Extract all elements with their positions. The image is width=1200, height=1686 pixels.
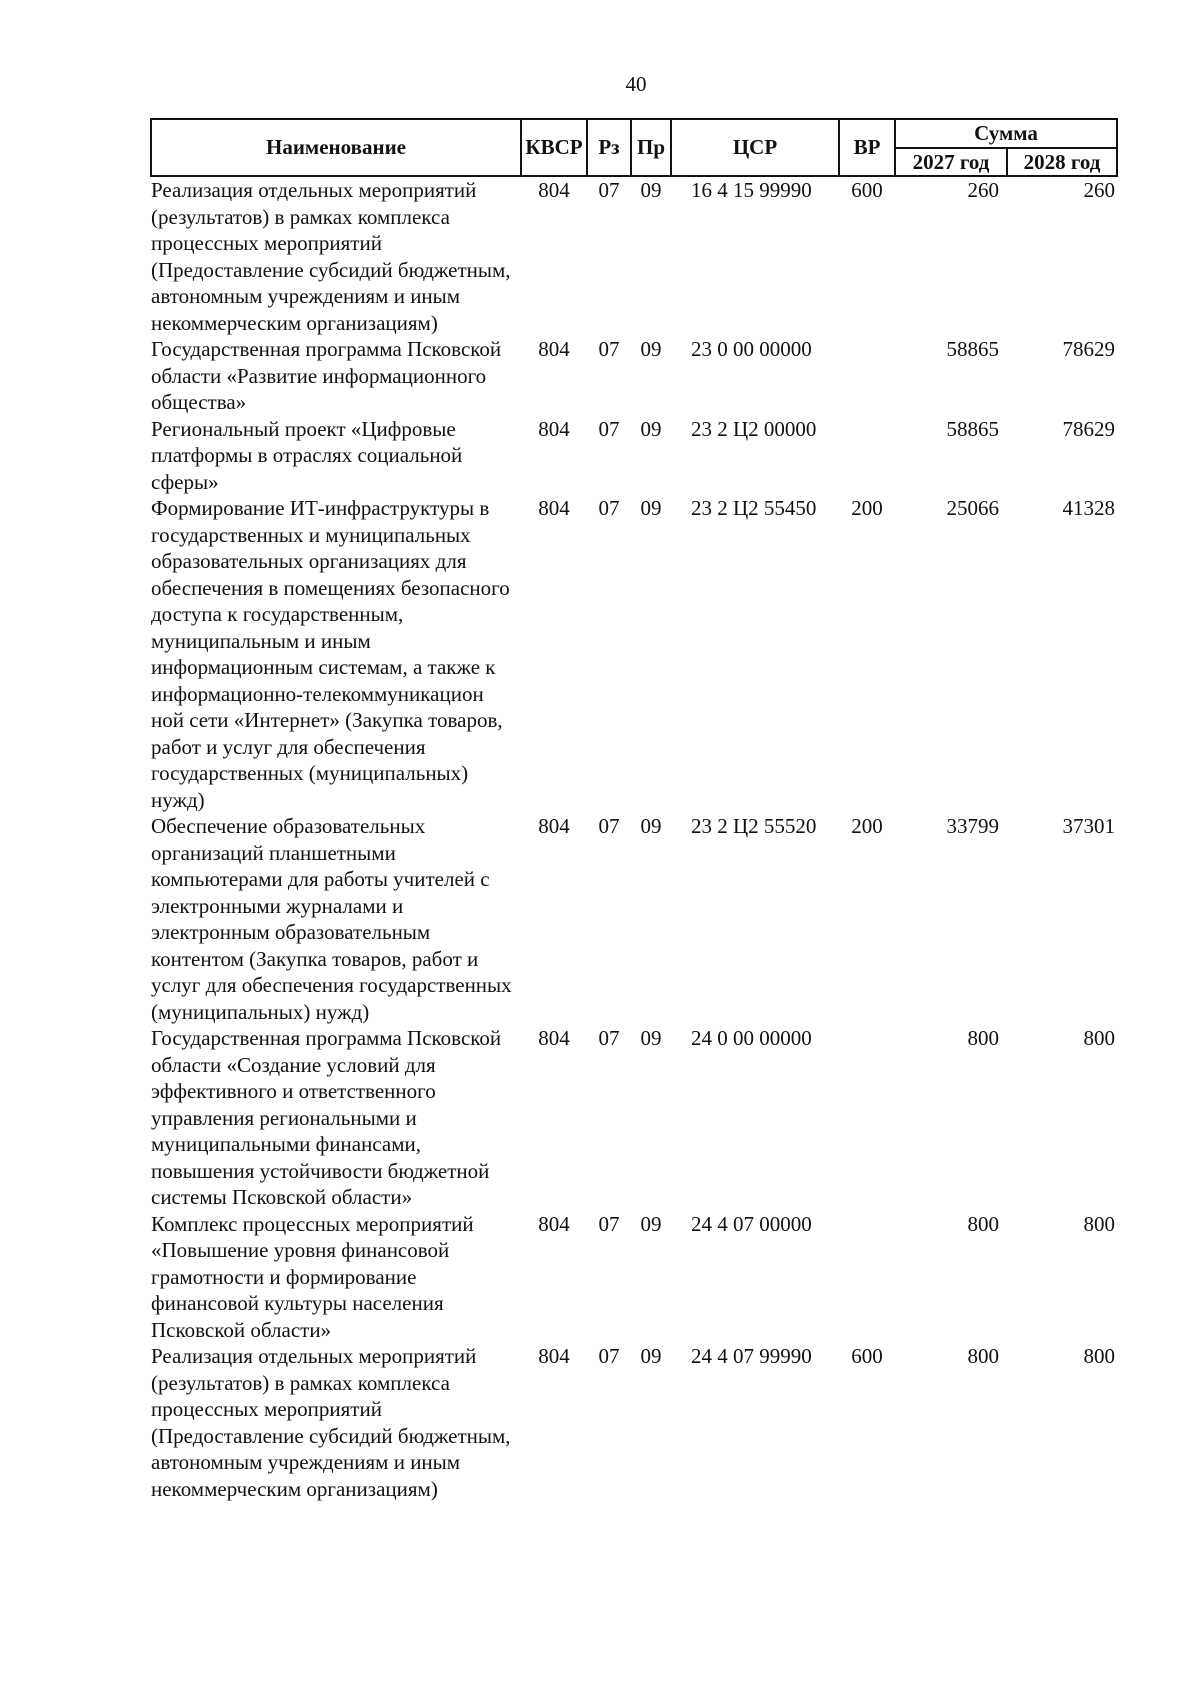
row-sum-2027: 58865 <box>946 416 999 441</box>
row-sum-2027: 800 <box>967 1026 999 1050</box>
row-csr: 16 4 15 99990 <box>691 178 812 202</box>
table-row <box>151 813 1117 1025</box>
table-row <box>151 1025 1117 1211</box>
row-csr: 24 4 07 00000 <box>691 1211 812 1236</box>
row-csr: 24 4 07 99990 <box>691 1344 812 1368</box>
row-pr: 09 <box>640 814 662 838</box>
row-sum-2028: 41328 <box>1062 496 1115 520</box>
page-number: 40 <box>625 72 647 96</box>
row-sum-2028: 78629 <box>1062 416 1115 441</box>
row-kvsr: 804 <box>538 1026 570 1050</box>
table-row <box>151 336 1117 416</box>
row-rz: 07 <box>598 178 620 202</box>
row-pr: 09 <box>640 496 662 520</box>
row-sum-2028: 78629 <box>1062 337 1115 361</box>
row-vr <box>839 1025 895 1211</box>
row-pr: 09 <box>640 337 662 361</box>
row-vr <box>839 336 895 416</box>
row-name: Комплекс процессных мероприятий «Повышение уровня финансовой грамотности и формирование финансовой культуры населения Псковской области» <box>151 1211 474 1342</box>
row-sum-2028: 800 <box>1083 1344 1115 1368</box>
row-pr: 09 <box>640 1344 662 1368</box>
table-row <box>151 416 1117 496</box>
row-rz: 07 <box>598 814 620 838</box>
row-kvsr: 804 <box>538 416 570 441</box>
row-sum-2027: 800 <box>967 1211 999 1236</box>
row-rz: 07 <box>598 1211 620 1236</box>
row-vr <box>839 1211 895 1344</box>
row-kvsr: 804 <box>538 496 570 520</box>
row-vr <box>839 416 895 496</box>
row-pr: 09 <box>640 178 662 202</box>
row-name: Региональный проект «Цифровые платформы в отраслях социальной сферы» <box>151 416 463 494</box>
table-header <box>151 119 1117 176</box>
header-csr: ЦСР <box>671 119 839 176</box>
row-name: Обеспечение образовательных организаций планшетными компьютерами для работы учителей с электронными журналами и электронным образовательным контентом (Закупка товаров, работ и услуг для обеспечения государственных (муниципальных) нужд) <box>151 814 512 1024</box>
row-name: Формирование ИТ-инфраструктуры в государственных и муниципальных образовательных организациях для обеспечения в помещениях безопасного доступа к государственным, муниципальным и иным информационным системам, а также к информационно-телекоммуникацион ной сети «Интернет» (Закупка товаров, работ и услуг для обеспечения государственных (муниципальных) нужд) <box>151 496 510 812</box>
row-name: Государственная программа Псковской области «Создание условий для эффективного и ответственного управления региональными и муниципальными финансами, повышения устойчивости бюджетной системы Псковской области» <box>151 1026 502 1209</box>
header-rz: Рз <box>587 119 631 176</box>
row-rz: 07 <box>598 337 620 361</box>
row-sum-2027: 800 <box>967 1344 999 1368</box>
row-rz: 07 <box>598 496 620 520</box>
row-vr: 600 <box>851 178 883 202</box>
row-rz: 07 <box>598 1026 620 1050</box>
row-pr: 09 <box>640 1026 662 1050</box>
row-pr: 09 <box>640 1211 662 1236</box>
row-rz: 07 <box>598 416 620 441</box>
header-name: Наименование <box>151 119 521 176</box>
table-row <box>151 1211 1117 1344</box>
row-csr: 23 0 00 00000 <box>691 337 812 361</box>
row-name: Реализация отдельных мероприятий (результатов) в рамках комплекса процессных мероприятий (Предоставление субсидий бюджетным, автономным учреждениям и иным некоммерческим организациям) <box>151 178 511 335</box>
row-name: Реализация отдельных мероприятий (результатов) в рамках комплекса процессных мероприятий (Предоставление субсидий бюджетным, автономным учреждениям и иным некоммерческим организациям) <box>151 1344 511 1501</box>
header-pr: Пр <box>631 119 671 176</box>
row-sum-2028: 800 <box>1083 1026 1115 1050</box>
row-sum-2027: 58865 <box>946 337 999 361</box>
row-pr: 09 <box>640 416 662 441</box>
header-sum: Сумма <box>895 119 1117 148</box>
budget-table <box>150 118 1118 1502</box>
row-sum-2028: 800 <box>1083 1211 1115 1236</box>
row-kvsr: 804 <box>538 337 570 361</box>
row-vr: 600 <box>851 1344 883 1368</box>
row-kvsr: 804 <box>538 178 570 202</box>
row-name: Государственная программа Псковской области «Развитие информационного общества» <box>151 337 502 414</box>
row-kvsr: 804 <box>538 1211 570 1236</box>
row-sum-2028: 260 <box>1083 178 1115 202</box>
table-row <box>151 495 1117 813</box>
row-sum-2028: 37301 <box>1062 814 1115 838</box>
row-vr: 200 <box>851 814 883 838</box>
row-vr: 200 <box>851 496 883 520</box>
table-row <box>151 176 1117 336</box>
row-kvsr: 804 <box>538 1344 570 1368</box>
header-vr: ВР <box>839 119 895 176</box>
header-kvsr: КВСР <box>521 119 587 176</box>
row-sum-2027: 25066 <box>946 496 999 520</box>
row-csr: 23 2 Ц2 55450 <box>691 496 817 520</box>
row-csr: 24 0 00 00000 <box>691 1026 812 1050</box>
row-sum-2027: 260 <box>967 178 999 202</box>
row-kvsr: 804 <box>538 814 570 838</box>
table-row <box>151 1343 1117 1502</box>
row-rz: 07 <box>598 1344 620 1368</box>
header-year-2028: 2028 год <box>1007 148 1117 177</box>
row-csr: 23 2 Ц2 00000 <box>691 416 817 441</box>
row-sum-2027: 33799 <box>946 814 999 838</box>
header-year-2027: 2027 год <box>895 148 1007 177</box>
row-csr: 23 2 Ц2 55520 <box>691 814 817 838</box>
